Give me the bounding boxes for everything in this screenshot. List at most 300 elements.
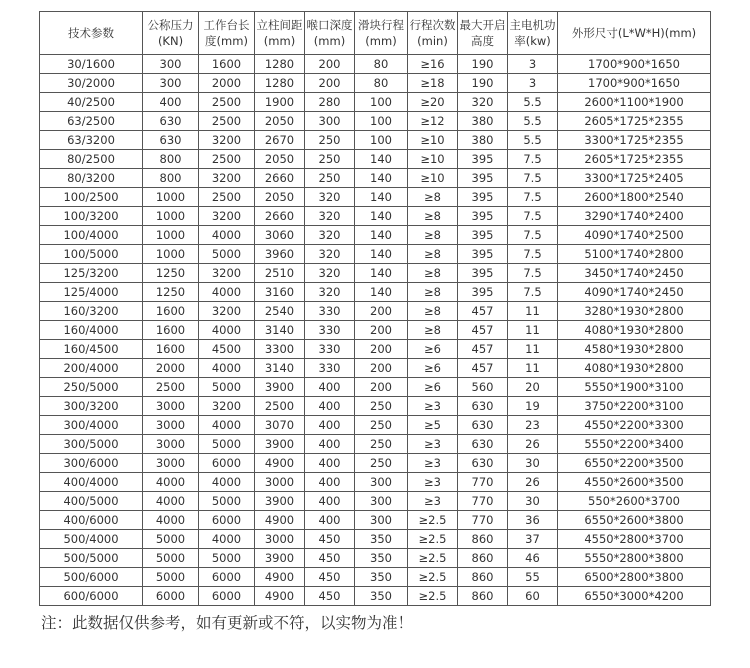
table-cell: 860 [458,568,508,587]
column-header: 最大开启 高度 [458,12,508,55]
table-cell: 400 [143,93,199,112]
table-cell: 395 [458,245,508,264]
table-cell: 300/6000 [40,454,143,473]
table-cell: 7.5 [508,283,558,302]
table-cell: ≥16 [408,55,458,74]
table-cell: 3290*1740*2400 [558,207,711,226]
table-cell: 3300 [255,340,305,359]
table-cell: 450 [305,568,355,587]
table-cell: ≥2.5 [408,549,458,568]
table-cell: ≥12 [408,112,458,131]
table-row [40,112,711,131]
table-cell: 190 [458,55,508,74]
table-cell: 300/5000 [40,435,143,454]
table-cell: 4000 [199,530,255,549]
table-cell: ≥2.5 [408,568,458,587]
table-cell: ≥8 [408,245,458,264]
table-cell: 3140 [255,359,305,378]
table-cell: 6550*2200*3500 [558,454,711,473]
table-cell: 400 [305,435,355,454]
table-cell: 300 [143,55,199,74]
table-row [40,492,711,511]
table-body [40,55,711,606]
table-cell: 200 [355,302,408,321]
table-cell: 40/2500 [40,93,143,112]
table-cell: ≥6 [408,378,458,397]
table-cell: 11 [508,321,558,340]
table-cell: 4550*2600*3500 [558,473,711,492]
table-row [40,302,711,321]
table-cell: 380 [458,112,508,131]
table-cell: 2050 [255,150,305,169]
table-cell: 3900 [255,378,305,397]
table-cell: 5.5 [508,112,558,131]
table-cell: 500/4000 [40,530,143,549]
table-cell: 190 [458,74,508,93]
table-cell: 2500 [143,378,199,397]
table-cell: 100/4000 [40,226,143,245]
table-cell: 5000 [199,378,255,397]
table-cell: 26 [508,435,558,454]
table-cell: 140 [355,188,408,207]
table-cell: 3 [508,55,558,74]
table-cell: 1600 [143,321,199,340]
table-cell: ≥8 [408,283,458,302]
table-cell: 7.5 [508,188,558,207]
table-cell: 3960 [255,245,305,264]
table-cell: 2050 [255,188,305,207]
table-cell: 800 [143,150,199,169]
table-cell: 5000 [199,435,255,454]
table-cell: 457 [458,321,508,340]
table-cell: 1280 [255,74,305,93]
table-cell: 140 [355,226,408,245]
table-cell: 400 [305,397,355,416]
table-cell: 500/5000 [40,549,143,568]
table-cell: 4900 [255,454,305,473]
table-cell: 400 [305,454,355,473]
table-cell: 4000 [143,511,199,530]
table-cell: 2605*1725*2355 [558,150,711,169]
table-cell: ≥3 [408,454,458,473]
table-cell: 4090*1740*2500 [558,226,711,245]
table-cell: 395 [458,226,508,245]
table-cell: 3200 [199,131,255,150]
table-cell: 6000 [143,587,199,606]
table-cell: 400/6000 [40,511,143,530]
table-cell: 1600 [143,340,199,359]
table-cell: 320 [305,226,355,245]
table-cell: 5550*2800*3800 [558,549,711,568]
table-cell: ≥3 [408,492,458,511]
table-cell: 6000 [199,568,255,587]
table-row [40,530,711,549]
table-cell: 450 [305,549,355,568]
table-cell: 320 [305,264,355,283]
table-cell: 630 [143,131,199,150]
table-cell: 200 [355,340,408,359]
table-cell: 2500 [199,188,255,207]
table-cell: 7.5 [508,245,558,264]
table-cell: 26 [508,473,558,492]
table-cell: 2600*1100*1900 [558,93,711,112]
table-cell: 2000 [143,359,199,378]
table-cell: 5000 [199,245,255,264]
table-cell: 200 [355,321,408,340]
table-cell: 7.5 [508,150,558,169]
table-cell: 300 [305,112,355,131]
table-cell: 2050 [255,112,305,131]
footnote: 注：此数据仅供参考，如有更新或不符，以实物为准！ [41,614,414,632]
table-cell: 4080*1930*2800 [558,359,711,378]
table-cell: 5000 [199,492,255,511]
table-cell: 350 [355,530,408,549]
table-cell: 11 [508,359,558,378]
table-cell: ≥3 [408,397,458,416]
table-cell: 330 [305,340,355,359]
table-row [40,454,711,473]
table-cell: ≥10 [408,169,458,188]
table-cell: 7.5 [508,169,558,188]
table-cell: 395 [458,283,508,302]
table-cell: ≥8 [408,226,458,245]
column-header: 外形尺寸(L*W*H)(mm) [558,12,711,55]
table-cell: 6000 [199,454,255,473]
table-cell: 300/4000 [40,416,143,435]
table-cell: 4000 [143,473,199,492]
table-row [40,169,711,188]
table-cell: ≥3 [408,435,458,454]
table-cell: 457 [458,340,508,359]
table-cell: 400 [305,511,355,530]
table-cell: 5550*1900*3100 [558,378,711,397]
table-cell: 140 [355,207,408,226]
table-cell: 36 [508,511,558,530]
table-cell: ≥6 [408,340,458,359]
table-cell: 395 [458,169,508,188]
table-cell: 3060 [255,226,305,245]
table-cell: 3300*1725*2355 [558,131,711,150]
table-cell: 7.5 [508,226,558,245]
table-cell: 20 [508,378,558,397]
table-cell: 5.5 [508,93,558,112]
table-cell: 80 [355,74,408,93]
table-cell: 5000 [143,568,199,587]
table-cell: 350 [355,568,408,587]
table-cell: 3450*1740*2450 [558,264,711,283]
table-row [40,150,711,169]
table-cell: 1000 [143,226,199,245]
table-row [40,226,711,245]
table-cell: 80 [355,55,408,74]
column-header: 主电机功 率(kw) [508,12,558,55]
table-cell: 320 [305,188,355,207]
table-cell: 30/1600 [40,55,143,74]
table-cell: 30 [508,454,558,473]
table-cell: 1000 [143,207,199,226]
table-cell: 63/3200 [40,131,143,150]
table-cell: 3900 [255,549,305,568]
table-cell: 3000 [255,530,305,549]
table-cell: 395 [458,188,508,207]
table-cell: 160/4000 [40,321,143,340]
table-cell: 3000 [143,435,199,454]
table-row [40,511,711,530]
table-cell: 4900 [255,587,305,606]
table-cell: 400/4000 [40,473,143,492]
table-cell: ≥3 [408,473,458,492]
table-cell: 4080*1930*2800 [558,321,711,340]
table-cell: 2660 [255,169,305,188]
table-cell: 100 [355,112,408,131]
column-header: 立柱间距 (mm) [255,12,305,55]
table-cell: ≥20 [408,93,458,112]
table-row [40,340,711,359]
table-cell: 3200 [199,207,255,226]
table-cell: 2605*1725*2355 [558,112,711,131]
table-cell: 300 [355,492,408,511]
table-cell: 450 [305,587,355,606]
table-cell: 5000 [199,549,255,568]
table-cell: 2660 [255,207,305,226]
table-cell: 860 [458,549,508,568]
table-cell: 100 [355,131,408,150]
table-cell: 4000 [199,283,255,302]
table-cell: ≥2.5 [408,587,458,606]
table-cell: ≥6 [408,359,458,378]
table-cell: 6550*3000*4200 [558,587,711,606]
table-cell: 2500 [199,93,255,112]
column-header: 滑块行程 (mm) [355,12,408,55]
column-header: 公称压力 (KN) [143,12,199,55]
table-cell: 11 [508,302,558,321]
table-cell: 800 [143,169,199,188]
table-cell: 500/6000 [40,568,143,587]
table-cell: 46 [508,549,558,568]
table-cell: ≥5 [408,416,458,435]
table-cell: 630 [458,397,508,416]
table-cell: 5100*1740*2800 [558,245,711,264]
table-cell: 7.5 [508,207,558,226]
table-cell: 3000 [143,397,199,416]
table-row [40,93,711,112]
table-cell: ≥2.5 [408,511,458,530]
column-header: 行程次数 (min) [408,12,458,55]
table-cell: 350 [355,587,408,606]
table-cell: 6550*2600*3800 [558,511,711,530]
table-cell: 457 [458,359,508,378]
table-cell: 320 [305,207,355,226]
table-cell: 400 [305,416,355,435]
table-cell: 280 [305,93,355,112]
table-cell: 4000 [199,473,255,492]
table-cell: 1000 [143,188,199,207]
table-cell: ≥10 [408,131,458,150]
table-cell: ≥10 [408,150,458,169]
table-cell: 7.5 [508,264,558,283]
table-row [40,74,711,93]
table-cell: 4580*1930*2800 [558,340,711,359]
table-cell: 4000 [199,226,255,245]
table-cell: 860 [458,587,508,606]
table-cell: 11 [508,340,558,359]
spec-table [39,11,711,606]
table-row [40,264,711,283]
table-row [40,587,711,606]
table-cell: ≥8 [408,302,458,321]
table-cell: 2670 [255,131,305,150]
table-cell: 6000 [199,511,255,530]
table-row [40,416,711,435]
table-cell: ≥8 [408,188,458,207]
table-row [40,435,711,454]
table-cell: ≥8 [408,264,458,283]
header-row [40,12,711,55]
table-cell: 330 [305,359,355,378]
table-cell: 400 [305,473,355,492]
table-row [40,549,711,568]
column-header: 工作台长 度(mm) [199,12,255,55]
table-cell: 37 [508,530,558,549]
table-row [40,207,711,226]
table-row [40,378,711,397]
table-cell: 630 [143,112,199,131]
table-cell: 250 [355,397,408,416]
table-row [40,473,711,492]
table-cell: 2000 [199,74,255,93]
table-cell: 400 [305,492,355,511]
table-cell: 630 [458,416,508,435]
table-cell: 600/6000 [40,587,143,606]
table-cell: 3200 [199,397,255,416]
table-cell: 2510 [255,264,305,283]
table-cell: 160/4500 [40,340,143,359]
table-cell: 2500 [199,112,255,131]
table-cell: 400/5000 [40,492,143,511]
table-cell: 550*2600*3700 [558,492,711,511]
table-cell: 250 [305,169,355,188]
table-cell: 5000 [143,530,199,549]
table-cell: 1000 [143,245,199,264]
table-cell: 1700*900*1650 [558,55,711,74]
table-cell: 1250 [143,264,199,283]
table-cell: 200/4000 [40,359,143,378]
table-cell: 250 [305,131,355,150]
table-cell: 250 [355,454,408,473]
table-cell: 1280 [255,55,305,74]
table-cell: 100/5000 [40,245,143,264]
table-cell: 3900 [255,435,305,454]
table-cell: 19 [508,397,558,416]
table-cell: 320 [305,283,355,302]
table-cell: 30/2000 [40,74,143,93]
table-cell: 395 [458,207,508,226]
table-cell: 1250 [143,283,199,302]
table-cell: 630 [458,454,508,473]
table-cell: 400 [305,378,355,397]
table-cell: 23 [508,416,558,435]
table-cell: 860 [458,530,508,549]
table-cell: 770 [458,492,508,511]
table-cell: 380 [458,131,508,150]
table-cell: ≥8 [408,321,458,340]
table-cell: 250 [305,150,355,169]
table-cell: 3280*1930*2800 [558,302,711,321]
table-cell: 125/4000 [40,283,143,302]
table-cell: 330 [305,302,355,321]
table-cell: 2540 [255,302,305,321]
table-cell: 300 [355,473,408,492]
table-cell: 4500 [199,340,255,359]
table-cell: 5.5 [508,131,558,150]
table-cell: 560 [458,378,508,397]
table-cell: 6500*2800*3800 [558,568,711,587]
table-cell: 140 [355,150,408,169]
table-cell: 3000 [255,473,305,492]
table-cell: 4900 [255,511,305,530]
table-cell: 2500 [255,397,305,416]
table-cell: ≥8 [408,207,458,226]
table-cell: 30 [508,492,558,511]
table-cell: 300 [143,74,199,93]
table-cell: 630 [458,435,508,454]
table-cell: 4000 [143,492,199,511]
table-cell: 770 [458,511,508,530]
table-cell: 4000 [199,416,255,435]
table-cell: 3160 [255,283,305,302]
table-cell: ≥2.5 [408,530,458,549]
table-cell: 395 [458,264,508,283]
table-cell: ≥18 [408,74,458,93]
table-cell: 1600 [143,302,199,321]
table-cell: 125/3200 [40,264,143,283]
table-row [40,568,711,587]
column-header: 喉口深度 (mm) [305,12,355,55]
table-cell: 100/3200 [40,207,143,226]
table-row [40,55,711,74]
table-cell: 140 [355,283,408,302]
table-cell: 330 [305,321,355,340]
table-row [40,245,711,264]
table-cell: 1700*900*1650 [558,74,711,93]
table-cell: 3000 [143,454,199,473]
table-cell: 457 [458,302,508,321]
table-cell: 100/2500 [40,188,143,207]
table-cell: 55 [508,568,558,587]
table-cell: 6000 [199,587,255,606]
table-cell: 1900 [255,93,305,112]
table-cell: 2600*1800*2540 [558,188,711,207]
table-cell: 140 [355,264,408,283]
table-cell: 80/2500 [40,150,143,169]
table-cell: 60 [508,587,558,606]
column-header: 技术参数 [40,12,143,55]
table-cell: 770 [458,473,508,492]
table-cell: 320 [458,93,508,112]
table-cell: 2500 [199,150,255,169]
table-cell: 250/5000 [40,378,143,397]
table-cell: 320 [305,245,355,264]
table-cell: 160/3200 [40,302,143,321]
table-cell: 200 [355,378,408,397]
table-cell: 3300*1725*2405 [558,169,711,188]
table-cell: 3200 [199,302,255,321]
table-cell: 4090*1740*2450 [558,283,711,302]
table-row [40,131,711,150]
table-cell: 3750*2200*3100 [558,397,711,416]
table-cell: 1600 [199,55,255,74]
table-cell: 4550*2800*3700 [558,530,711,549]
